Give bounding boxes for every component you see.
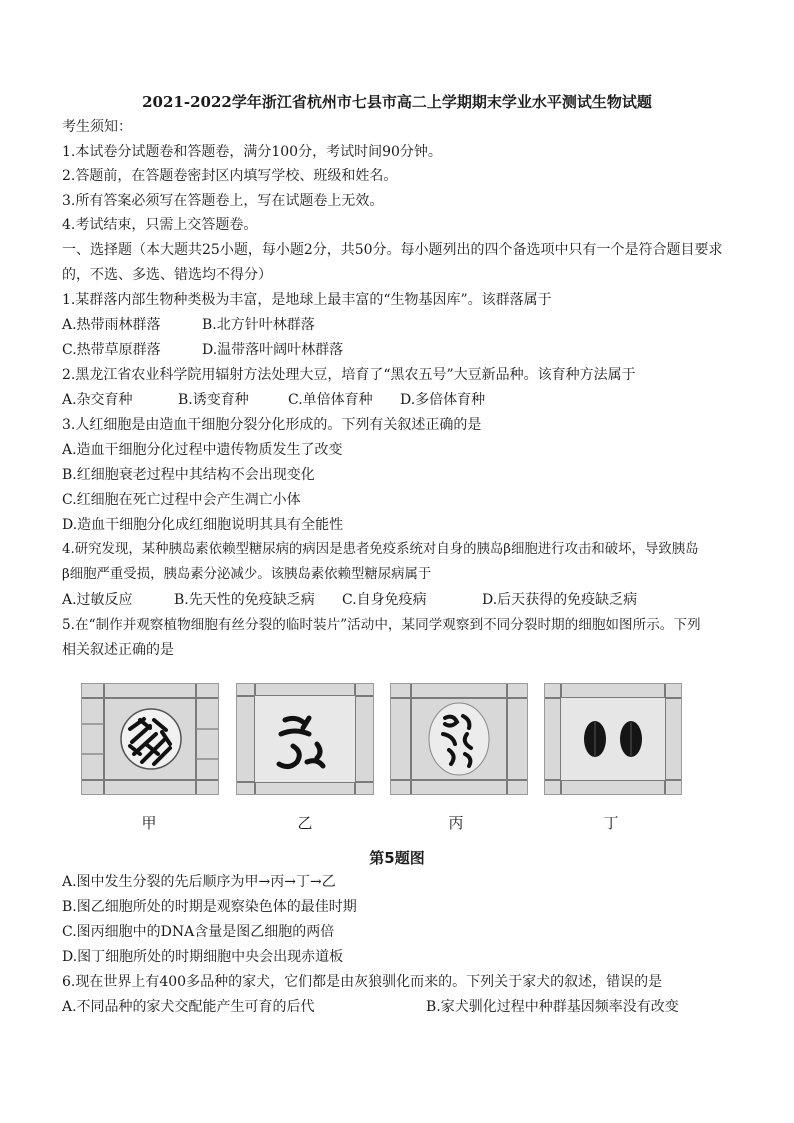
figure-label-ding: 丁 <box>603 814 619 832</box>
q2-option-b: B.诱变育种 <box>178 392 249 408</box>
figure-panel-ding <box>544 683 682 795</box>
question-4-stem-cont: β细胞严重受损，胰岛素分泌减少。该胰岛素依赖型糖尿病属于 <box>62 567 432 582</box>
q4-option-d: D.后天获得的免疫缺乏病 <box>482 592 638 608</box>
q2-option-a: A.杂交育种 <box>62 392 133 408</box>
q6-option-b: B.家犬驯化过程中种群基因频率没有改变 <box>426 999 679 1015</box>
q1-option-d: D.温带落叶阔叶林群落 <box>202 342 344 358</box>
q1-option-a: A.热带雨林群落 <box>62 317 161 333</box>
q2-option-d: D.多倍体育种 <box>400 392 486 408</box>
notice-item: 2.答题前，在答题卷密封区内填写学校、班级和姓名。 <box>62 168 398 184</box>
q3-option-d: D.造血干细胞分化成红细胞说明其具有全能性 <box>62 517 344 533</box>
figure-panel-yi <box>236 683 374 795</box>
q4-option-a: A.过敏反应 <box>62 592 133 608</box>
question-6-stem: 6.现在世界上有400多品种的家犬，它们都是由灰狼驯化而来的。下列关于家犬的叙述，错误的是 <box>62 974 663 990</box>
section-heading: 一、选择题（本大题共25小题，每小题2分，共50分。每小题列出的四个备选项中只有一个是符合题目要求 <box>62 242 723 258</box>
question-1-stem: 1.某群落内部生物种类极为丰富，是地球上最丰富的“生物基因库”。该群落属于 <box>62 292 552 308</box>
figure-label-jia: 甲 <box>141 814 157 832</box>
notice-heading: 考生须知： <box>62 119 132 135</box>
figure-caption: 第5题图 <box>369 849 425 867</box>
figure-panel-bing <box>390 683 528 795</box>
question-2-stem: 2.黑龙江省农业科学院用辐射方法处理大豆，培育了“黑农五号”大豆新品种。该育种方法属于 <box>62 367 636 383</box>
q2-option-c: C.单倍体育种 <box>288 392 373 408</box>
page-title: 2021-2022学年浙江省杭州市七县市高二上学期期末学业水平测试生物试题 <box>142 93 652 111</box>
section-heading-cont: 的，不选、多选、错选均不得分） <box>62 267 272 283</box>
question-5-stem-cont: 相关叙述正确的是 <box>62 642 174 658</box>
question-3-stem: 3.人红细胞是由造血干细胞分裂分化形成的。下列有关叙述正确的是 <box>62 417 482 433</box>
figure-label-yi: 乙 <box>297 814 313 832</box>
q5-option-b: B.图乙细胞所处的时期是观察染色体的最佳时期 <box>62 899 357 915</box>
q1-option-c: C.热带草原群落 <box>62 342 161 358</box>
q3-option-b: B.红细胞衰老过程中其结构不会出现变化 <box>62 467 315 483</box>
q6-option-a: A.不同品种的家犬交配能产生可育的后代 <box>62 999 315 1015</box>
q5-option-d: D.图丁细胞所处的时期细胞中央会出现赤道板 <box>62 949 344 965</box>
q4-option-c: C.自身免疫病 <box>342 592 427 608</box>
figure-label-bing: 丙 <box>448 814 464 832</box>
question-4-stem: 4.研究发现，某种胰岛素依赖型糖尿病的病因是患者免疫系统对自身的胰岛β细胞进行攻击和破坏，导致胰岛 <box>62 542 699 557</box>
figure-panel-jia <box>81 683 219 795</box>
q5-option-c: C.图丙细胞中的DNA含量是图乙细胞的两倍 <box>62 924 335 940</box>
q3-option-c: C.红细胞在死亡过程中会产生凋亡小体 <box>62 492 301 508</box>
notice-item: 3.所有答案必须写在答题卷上，写在试题卷上无效。 <box>62 193 384 209</box>
q1-option-b: B.北方针叶林群落 <box>202 317 315 333</box>
notice-item: 1.本试卷分试题卷和答题卷，满分100分，考试时间90分钟。 <box>62 144 442 160</box>
question-5-stem: 5.在“制作并观察植物细胞有丝分裂的临时装片”活动中，某同学观察到不同分裂时期的细胞如图所示。下列 <box>62 617 701 633</box>
q5-option-a: A.图中发生分裂的先后顺序为甲→丙→丁→乙 <box>62 874 336 890</box>
q4-option-b: B.先天性的免疫缺乏病 <box>174 592 315 608</box>
notice-item: 4.考试结束，只需上交答题卷。 <box>62 217 258 233</box>
q3-option-a: A.造血干细胞分化过程中遗传物质发生了改变 <box>62 442 343 458</box>
